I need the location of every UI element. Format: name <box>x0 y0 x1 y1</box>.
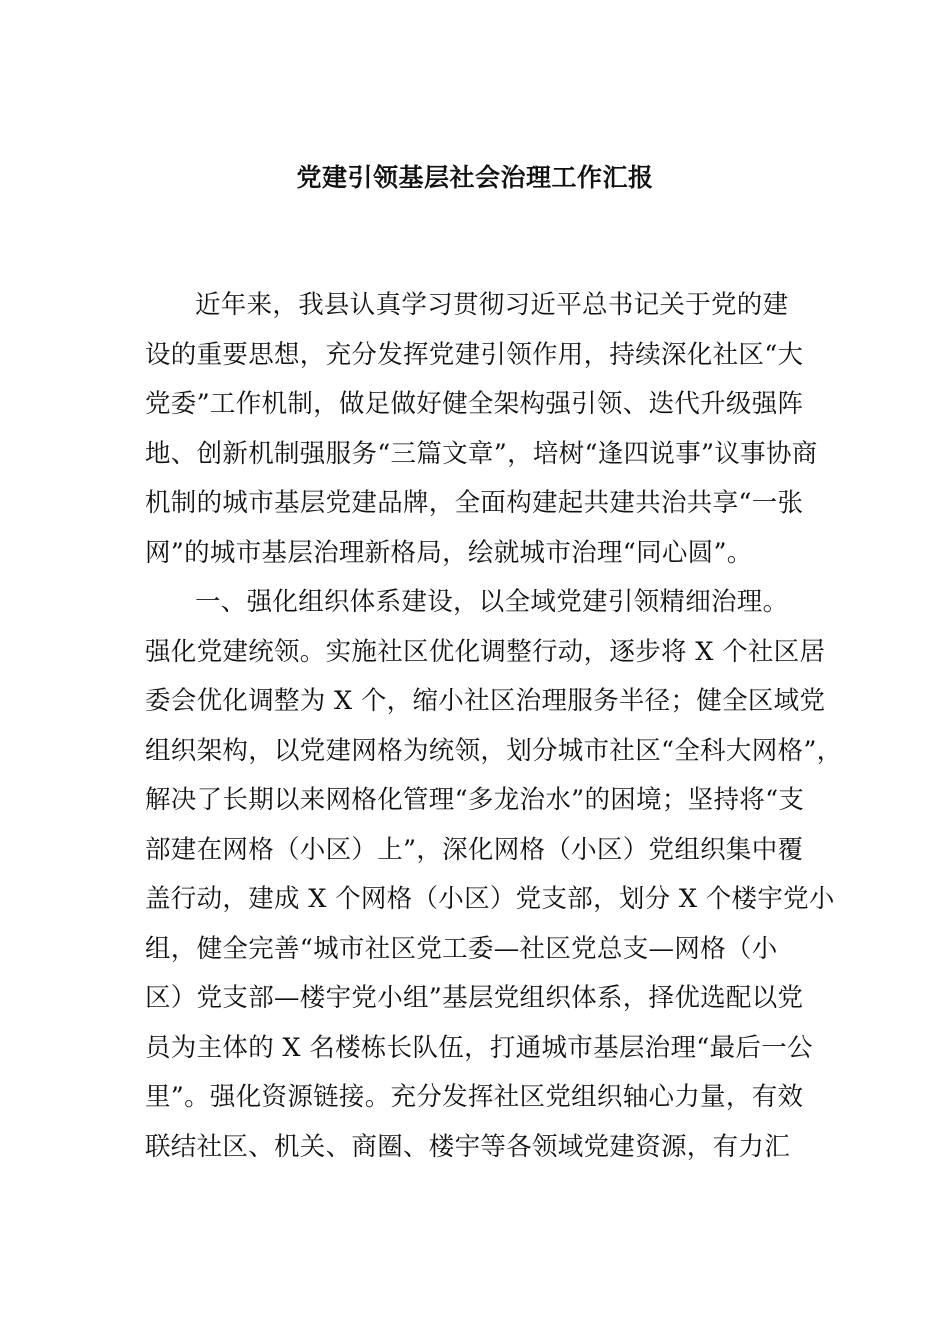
document-body <box>145 281 843 1172</box>
paragraph-line: 组，健全完善“城市社区党工委—社区党总支—网格（小 <box>145 933 778 964</box>
document-title: 党建引领基层社会治理工作汇报 <box>296 163 654 192</box>
paragraph-line: 强化党建统领。实施社区优化调整行动，逐步将 X 个社区居 <box>145 636 826 667</box>
section-heading-line: 一、强化组织体系建设，以全域党建引领精细治理。 <box>195 587 789 617</box>
paragraph-line: 解决了长期以来网格化管理“多龙治水”的困境；坚持将“支 <box>145 785 805 815</box>
paragraph-line: 组织架构，以党建网格为统领，划分城市社区“全科大网格”， <box>145 735 843 766</box>
paragraph-line: 党委”工作机制，做足做好健全架构强引领、迭代升级强阵 <box>145 389 804 419</box>
paragraph-line: 员为主体的 X 名楼栋长队伍，打通城市基层治理“最后一公 <box>145 1032 813 1063</box>
paragraph-line: 设的重要思想，充分发挥党建引领作用，持续深化社区“大 <box>145 339 804 370</box>
paragraph-line: 机制的城市基层党建品牌，全面构建起共建共治共享“一张 <box>145 488 804 518</box>
paragraph-line: 盖行动，建成 X 个网格（小区）党支部，划分 X 个楼宇党小 <box>145 884 835 914</box>
paragraph-line: 近年来，我县认真学习贯彻习近平总书记关于党的建 <box>195 290 789 320</box>
paragraph-line: 部建在网格（小区）上”，深化网格（小区）党组织集中覆 <box>145 834 804 865</box>
paragraph-line: 区）党支部—楼宇党小组”基层党组织体系，择优选配以党 <box>145 983 804 1013</box>
paragraph-line: 网”的城市基层治理新格局，绘就城市治理“同心圆”。 <box>145 537 753 568</box>
paragraph-line: 联结社区、机关、商圈、楼宇等各领域党建资源，有力汇 <box>145 1131 791 1162</box>
paragraph-line: 里”。强化资源链接。充分发挥社区党组织轴心力量，有效 <box>145 1082 804 1112</box>
paragraph-line: 委会优化调整为 X 个，缩小社区治理服务半径；健全区域党 <box>145 686 826 716</box>
paragraph-line: 地、创新机制强服务“三篇文章”，培树“逢四说事”议事协商 <box>145 438 818 469</box>
